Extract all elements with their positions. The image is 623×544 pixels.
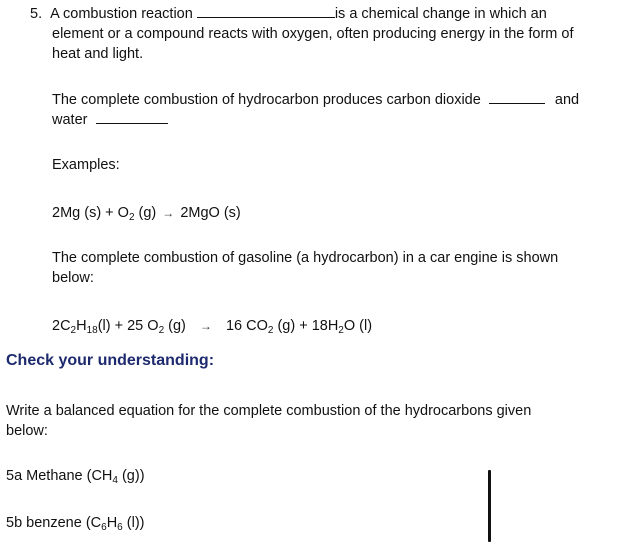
q5b-subscript: 6 <box>101 522 107 533</box>
instruction-line-2: below: <box>6 423 48 439</box>
question-5-line-3: heat and light. <box>52 46 144 62</box>
eq2-part: O (l) <box>343 318 373 334</box>
eq2-subscript: 2 <box>158 325 165 336</box>
eq2-subscript: 2 <box>338 325 344 336</box>
eq2-part: 2C <box>52 318 71 334</box>
example-equation-magnesium <box>52 203 241 223</box>
answer-blank-co2[interactable] <box>489 90 545 104</box>
q5a-subscript: 4 <box>112 475 118 486</box>
question-5a <box>6 466 145 486</box>
eq2-subscript: 2 <box>70 325 77 336</box>
and-word: and <box>554 92 580 108</box>
check-understanding-heading: Check your understanding: <box>6 352 215 369</box>
eq2-part: (g) <box>164 318 186 334</box>
eq1-subscript: 2 <box>128 212 135 223</box>
eq1-state: (g) <box>134 205 157 221</box>
q5a-part: (g)) <box>117 468 145 484</box>
q5b-part: (l)) <box>122 515 145 531</box>
eq2-part: (l) + 25 O <box>97 318 159 334</box>
question-intro-rest: is a chemical change in which an <box>334 6 547 22</box>
complete-combustion-statement <box>52 90 622 110</box>
answer-blank-water[interactable] <box>96 110 168 124</box>
gasoline-line-1: The complete combustion of gasoline (a hydrocarbon) in a car engine is shown <box>52 250 559 266</box>
question-5-line-2: element or a compound reacts with oxygen, often producing energy in the form of <box>52 26 574 42</box>
reaction-arrow-icon: → <box>199 319 212 333</box>
q5a-part: 5a Methane (CH <box>6 468 113 484</box>
eq2-part: (g) + 18H <box>273 318 339 334</box>
pen-stroke-mark <box>488 470 491 542</box>
answer-blank-combustion[interactable] <box>197 4 335 18</box>
examples-label: Examples: <box>52 157 120 173</box>
eq1-reactants: 2Mg (s) + O <box>52 205 129 221</box>
eq2-part: H <box>76 318 87 334</box>
q5b-part: H <box>106 515 118 531</box>
example-equation-gasoline <box>52 316 372 336</box>
reaction-arrow-icon: → <box>162 206 175 220</box>
gasoline-line-2: below: <box>52 270 94 286</box>
question-number: 5. <box>30 6 43 22</box>
eq1-product: 2MgO (s) <box>180 205 241 221</box>
q5b-part: 5b benzene (C <box>6 515 102 531</box>
question-intro: A combustion reaction <box>50 6 193 22</box>
eq2-subscript: 2 <box>267 325 274 336</box>
instruction-line-1: Write a balanced equation for the complete combustion of the hydrocarbons given <box>6 403 532 419</box>
water-line <box>52 110 168 130</box>
water-word: water <box>52 112 88 128</box>
eq2-subscript: 18 <box>86 325 98 336</box>
question-5 <box>30 4 620 24</box>
q5b-subscript: 6 <box>117 522 123 533</box>
question-5b <box>6 513 144 533</box>
complete-combustion-text: The complete combustion of hydrocarbon produces carbon dioxide <box>52 92 481 108</box>
eq2-part: 16 CO <box>225 318 268 334</box>
